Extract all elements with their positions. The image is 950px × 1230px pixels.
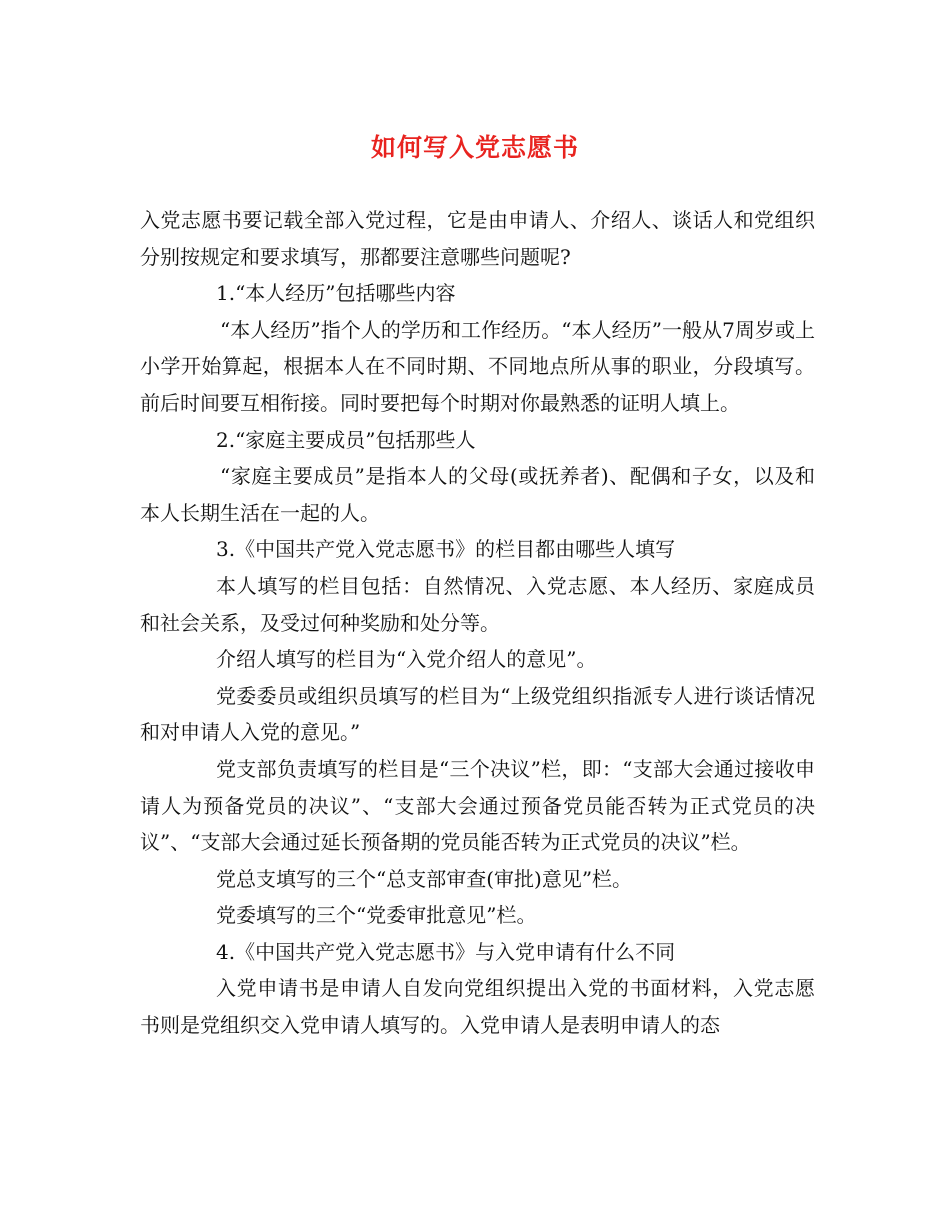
paragraph: “本人经历”指个人的学历和工作经历。“本人经历”一般从7周岁或上小学开始算起，根据本人在不同时期、不同地点所从事的职业，分段填写。前后时间要互相衔接。同时要把每个时期对你最熟悉的证明人填上。	[140, 317, 815, 415]
document-body	[140, 202, 815, 1044]
document-title: 如何写入党志愿书	[370, 133, 579, 162]
paragraph: 介绍人填写的栏目为“入党介绍人的意见”。	[216, 647, 597, 672]
heading-3: 3.《中国共产党入党志愿书》的栏目都由哪些人填写	[216, 537, 676, 562]
heading-4: 4.《中国共产党入党志愿书》与入党申请有什么不同	[216, 939, 676, 964]
paragraph: 党委委员或组织员填写的栏目为“上级党组织指派专人进行谈话情况和对申请人入党的意见。”	[140, 683, 815, 745]
paragraph: “家庭主要成员”是指本人的父母(或抚养者)、配偶和子女，以及和本人长期生活在一起的人。	[140, 464, 815, 525]
paragraph: 党支部负责填写的栏目是“三个决议”栏，即：“支部大会通过接收申请人为预备党员的决议”、“支部大会通过预备党员能否转为正式党员的决议”、“支部大会通过延长预备期的党员能否转为正式党员的决议”栏。	[140, 756, 815, 855]
paragraph: 入党申请书是申请人自发向党组织提出入党的书面材料，入党志愿书则是党组织交入党申请人填写的。入党申请人是表明申请人的态	[140, 976, 815, 1038]
heading-1: 1.“本人经历”包括哪些内容	[216, 281, 456, 306]
paragraph-intro: 入党志愿书要记载全部入党过程，它是由申请人、介绍人、谈话人和党组织分别按规定和要求填写，那都要注意哪些问题呢?	[140, 208, 815, 269]
paragraph: 本人填写的栏目包括：自然情况、入党志愿、本人经历、家庭成员和社会关系，及受过何种奖励和处分等。	[140, 573, 815, 635]
paragraph: 党委填写的三个“党委审批意见”栏。	[216, 903, 537, 928]
paragraph: 党总支填写的三个“总支部审查(审批)意见”栏。	[216, 866, 633, 891]
heading-2: 2.“家庭主要成员”包括那些人	[216, 427, 476, 452]
